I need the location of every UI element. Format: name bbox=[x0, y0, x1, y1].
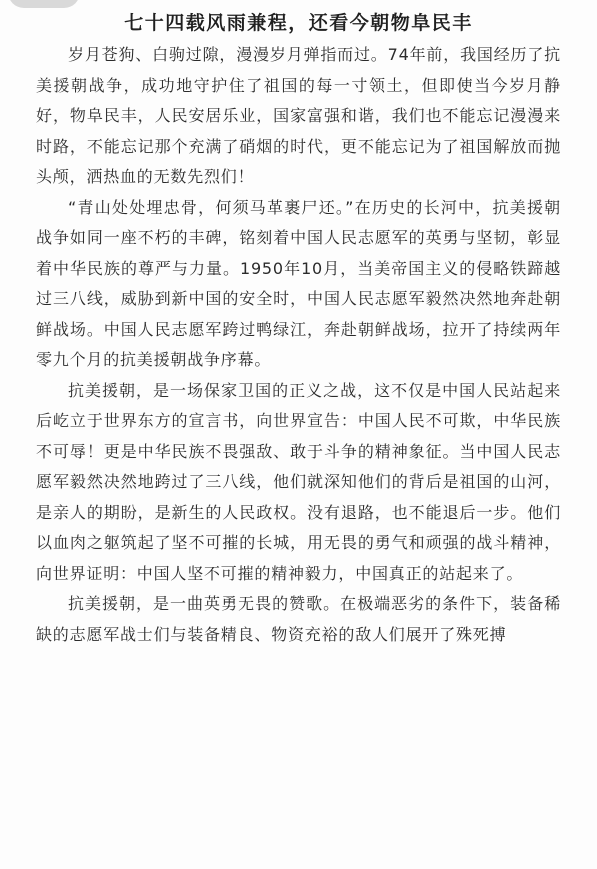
essay-title: 七十四载风雨兼程，还看今朝物阜民丰 bbox=[124, 12, 473, 34]
essay-paragraph-4: 抗美援朝，是一曲英勇无畏的赞歌。在极端恶劣的条件下，装备稀缺的志愿军战士们与装备精良、物资充裕的敌人们展开了殊死搏 bbox=[36, 594, 561, 644]
essay-paragraph-2: “青山处处埋忠骨，何须马革裹尸还。”在历史的长河中，抗美援朝战争如同一座不朽的丰碑，铭刻着中国人民志愿军的英勇与坚韧，彰显着中华民族的尊严与力量。1950年10月，当美帝国主义的侵略铁蹄越过三八线，威胁到新中国的安全时，中国人民志愿军毅然决然地奔赴朝鲜战场。中国人民志愿军跨过鸭绿江，奔赴朝鲜战场，拉开了持续两年零九个月的抗美援朝战争序幕。 bbox=[36, 197, 561, 369]
essay-paragraph-1: 岁月苍狗、白驹过隙，漫漫岁月弹指而过。74年前，我国经历了抗美援朝战争，成功地守护住了祖国的每一寸领土，但即使当今岁月静好，物阜民丰，人民安居乐业，国家富强和谐，我们也不能忘记漫漫来时路，不能忘记那个充满了硝烟的时代，更不能忘记为了祖国解放而抛头颅，洒热血的无数先烈们！ bbox=[36, 45, 561, 186]
essay-paragraph-3: 抗美援朝，是一场保家卫国的正义之战，这不仅是中国人民站起来后屹立于世界东方的宣言书，向世界宣告：中国人民不可欺，中华民族不可辱！更是中华民族不畏强敌、敢于斗争的精神象征。当中国人民志愿军毅然决然地跨过了三八线，他们就深知他们的背后是祖国的山河，是亲人的期盼，是新生的人民政权。没有退路，也不能退后一步。他们以血肉之躯筑起了坚不可摧的长城，用无畏的勇气和顽强的战斗精神，向世界证明：中国人坚不可摧的精神毅力，中国真正的站起来了。 bbox=[36, 380, 561, 583]
page-corner-tab bbox=[8, 0, 80, 8]
